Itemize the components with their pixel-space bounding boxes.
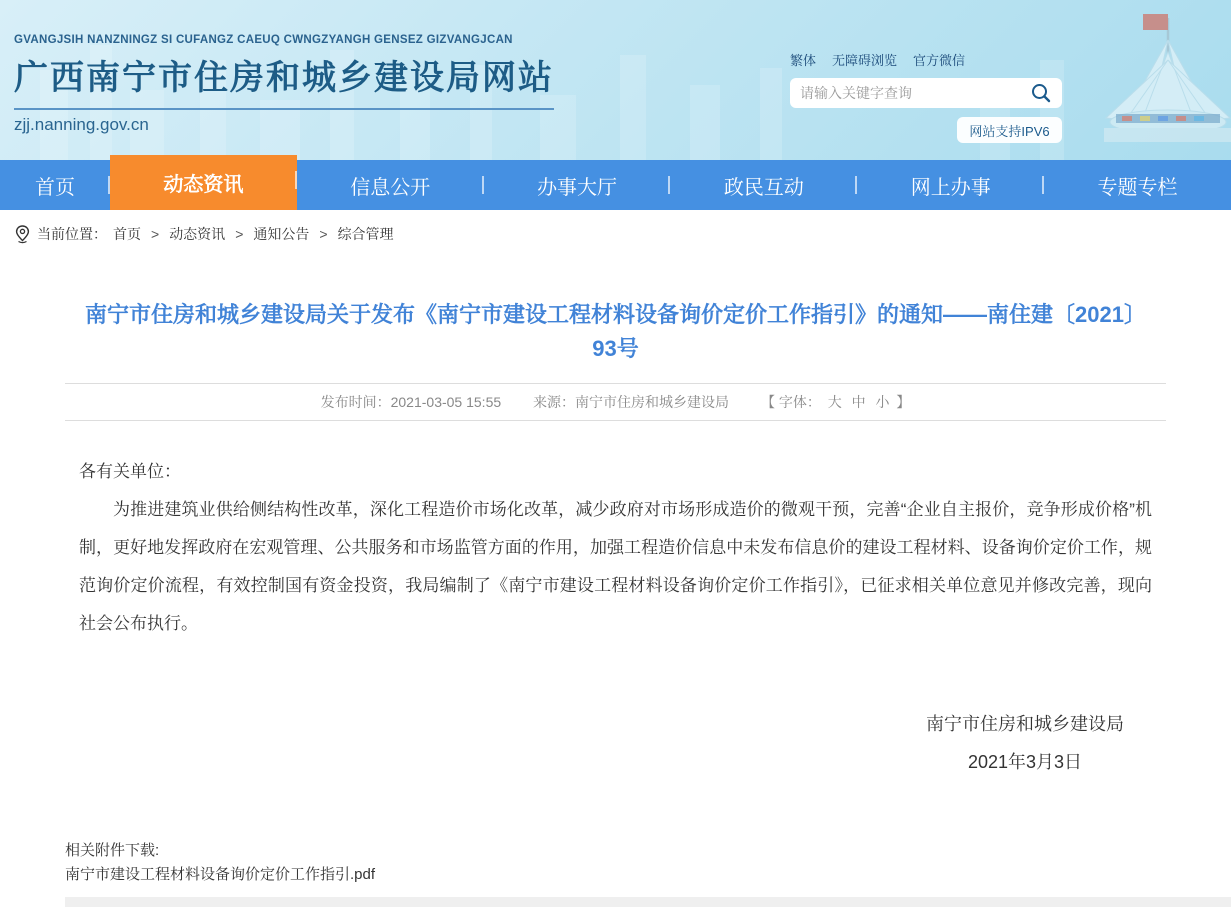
breadcrumb-news[interactable]: 动态资讯 <box>169 226 226 242</box>
site-url: zjj.nanning.gov.cn <box>14 115 149 134</box>
article-body <box>65 453 1166 643</box>
nav-public-interaction[interactable]: 政民互动 <box>670 160 857 210</box>
convention-center-graphic <box>1056 0 1231 160</box>
font-size-large-button[interactable]: 大 <box>827 394 842 410</box>
link-accessibility[interactable]: 无障碍浏览 <box>832 53 898 68</box>
nav-info-disclosure[interactable]: 信息公开 <box>297 160 484 210</box>
article-meta-bar <box>65 383 1166 421</box>
font-size-control <box>761 394 910 410</box>
article-title: 南宁市住房和城乡建设局关于发布《南宁市建设工程材料设备询价定价工作指引》的通知——南住建〔2021〕93号 <box>85 302 1146 361</box>
breadcrumb-separator: > <box>151 226 160 242</box>
location-pin-icon <box>14 225 31 244</box>
site-brand <box>14 34 554 135</box>
search-input[interactable] <box>800 85 1028 101</box>
breadcrumb-home[interactable]: 首页 <box>113 226 141 242</box>
breadcrumb-label: 当前位置： <box>37 226 107 242</box>
nav-service-hall[interactable]: 办事大厅 <box>484 160 671 210</box>
search-button[interactable] <box>1028 80 1054 106</box>
nav-online-services[interactable]: 网上办事 <box>857 160 1044 210</box>
breadcrumb-separator: > <box>319 226 328 242</box>
site-zhuang-title: GVANGJSIH NANZNINGZ SI CUFANGZ CAEUQ CWNGZYANGH GENSEZ GIZVANGJCAN <box>14 34 513 46</box>
salutation: 各有关单位： <box>79 462 181 481</box>
body-paragraph: 为推进建筑业供给侧结构性改革，深化工程造价市场化改革，减少政府对市场形成造价的微观干预，完善“企业自主报价，竞争形成价格”机制，更好地发挥政府在宏观管理、公共服务和市场监管方面的作用，加强工程造价信息中未发布信息价的建设工程材料、设备询价定价工作，规范询价定价流程，有效控制国有资金投资，我局编制了《南宁市建设工程材料设备询价定价工作指引》，已征求相关单位意见并修改完善，现向社会公布执行。 <box>79 500 1152 633</box>
ipv6-badge: 网站支持IPV6 <box>957 117 1062 143</box>
nav-news[interactable]: 动态资讯 <box>110 155 297 210</box>
search-icon <box>1030 82 1052 104</box>
font-size-small-button[interactable]: 小 <box>875 394 890 410</box>
site-title: 广西南宁市住房和城乡建设局网站 <box>14 50 554 110</box>
site-header <box>0 0 1231 160</box>
article-container <box>65 298 1166 887</box>
breadcrumb-separator: > <box>235 226 244 242</box>
breadcrumb-general-management[interactable]: 综合管理 <box>337 226 394 242</box>
signature-date: 2021年3月3日 <box>967 752 1083 772</box>
attachments-label: 相关附件下载: <box>65 842 160 859</box>
link-traditional-chinese[interactable]: 繁体 <box>790 53 817 68</box>
attachments-section <box>65 839 1166 887</box>
breadcrumb <box>0 210 1231 256</box>
signature-block <box>65 705 1166 781</box>
attachment-pdf-link[interactable]: 南宁市建设工程材料设备询价定价工作指引.pdf <box>65 866 376 883</box>
search-box <box>790 78 1062 108</box>
publish-time: 发布时间：2021-03-05 15:55 <box>320 394 502 410</box>
main-nav <box>0 160 1231 210</box>
nav-special-topics[interactable]: 专题专栏 <box>1097 176 1178 199</box>
footer-divider-bar <box>65 897 1231 907</box>
article-source: 来源：南宁市住房和城乡建设局 <box>533 394 730 410</box>
flag-icon <box>1143 14 1168 30</box>
signature-org: 南宁市住房和城乡建设局 <box>926 714 1124 734</box>
header-quick-links <box>790 50 1062 69</box>
font-size-medium-button[interactable]: 中 <box>851 394 866 410</box>
link-official-wechat[interactable]: 官方微信 <box>913 53 966 68</box>
nav-home[interactable]: 首页 <box>0 160 110 210</box>
breadcrumb-notices[interactable]: 通知公告 <box>253 226 310 242</box>
font-size-suffix: 】 <box>896 394 911 410</box>
font-size-prefix: 【 字体： <box>760 394 821 410</box>
